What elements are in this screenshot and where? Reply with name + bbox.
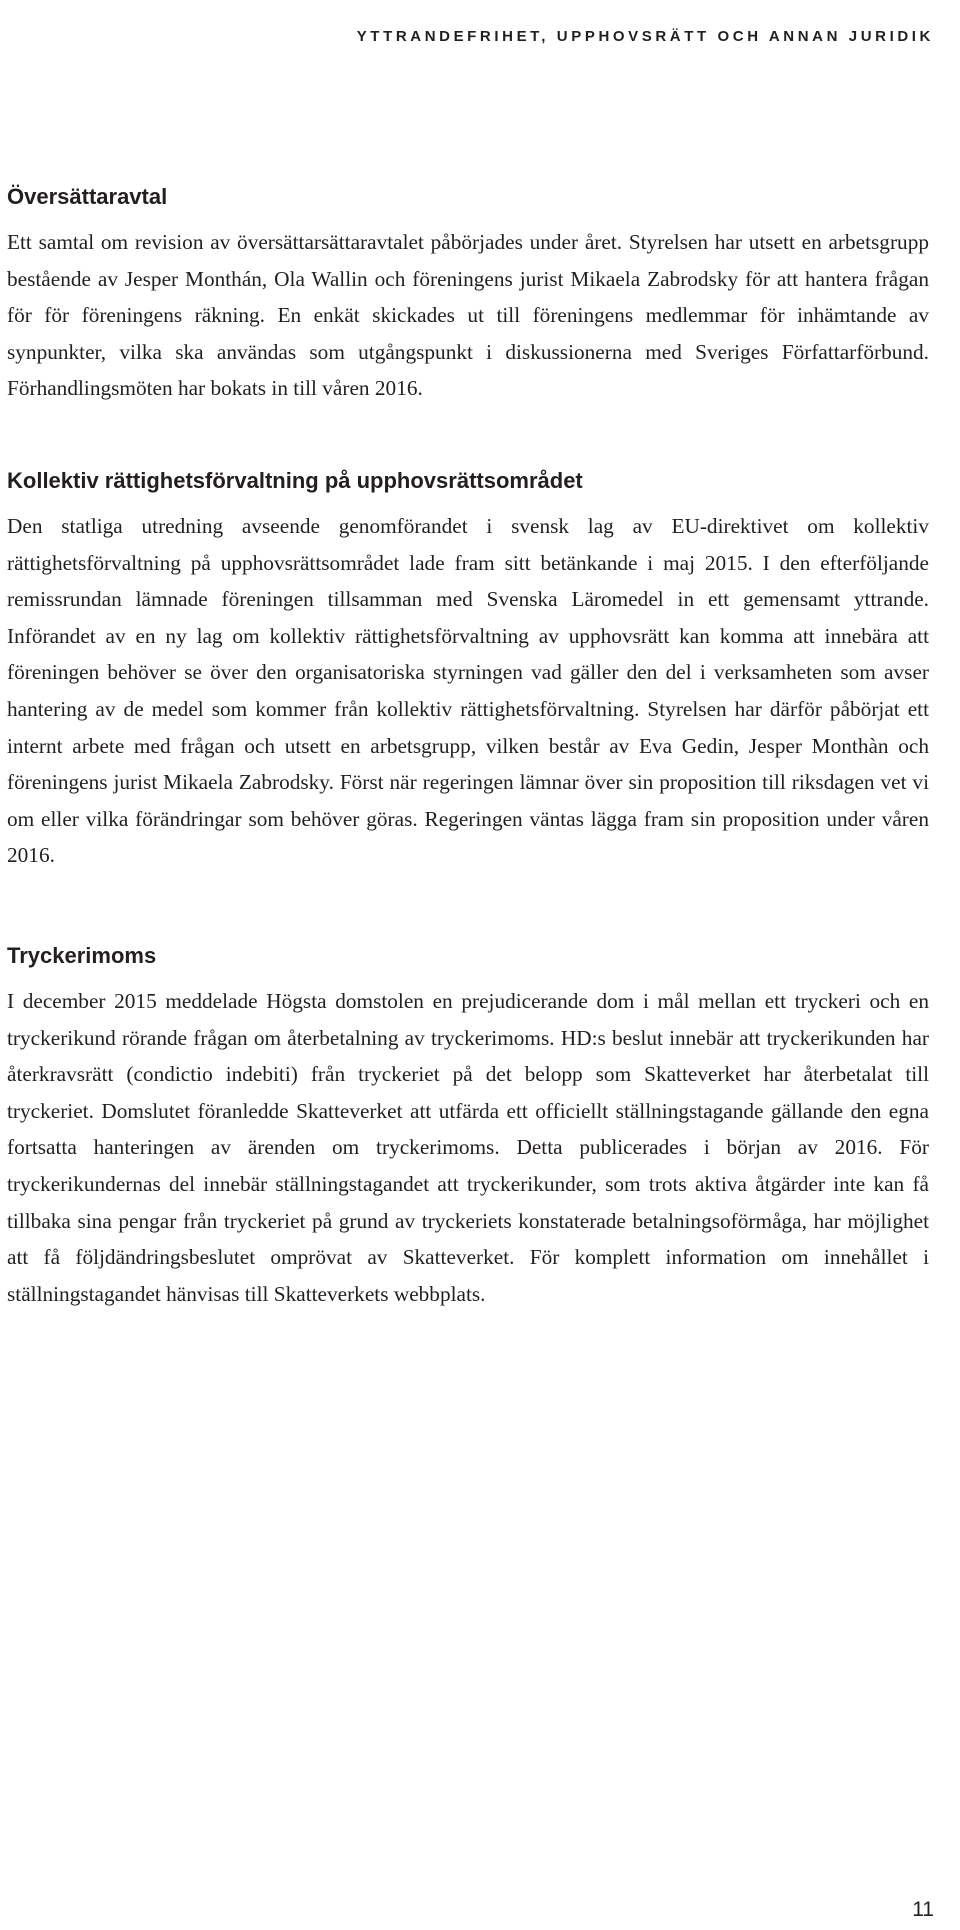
- section-paragraph: I december 2015 meddelade Högsta domstolen en prejudicerande dom i mål mellan ett tryckeri och en tryckerikund rörande frågan om återbetalning av tryckerimoms. HD:s beslut innebär att tryckerikunden har återkravsrätt (condictio indebiti) från tryckeriet på det belopp som Skatteverket har återbetalat till tryckeriet. Domslutet föranledde Skatteverket att utfärda ett officiellt ställningstagande gällande den egna fortsatta hanteringen av ärenden om tryckerimoms. Detta publicerades i början av 2016. För tryckerikundernas del innebär ställningstagandet att tryckerikunder, som trots aktiva åtgärder inte kan få tillbaka sina pengar från tryckeriet på grund av tryckeriets konstaterade betalningsoförmåga, har möjlighet att få följdändringsbeslutet omprövat av Skatteverket. För komplett information om innehållet i ställningstagandet hänvisas till Skatteverkets webbplats.: [7, 989, 929, 1306]
- section-tryckerimoms: [7, 941, 929, 1312]
- section-heading: Översättaravtal: [7, 184, 168, 209]
- section-heading: Kollektiv rättighetsförvaltning på upphovsrättsområdet: [7, 468, 583, 493]
- section-heading: Tryckerimoms: [7, 943, 157, 968]
- section-paragraph: Ett samtal om revision av översättarsättaravtalet påbörjades under året. Styrelsen har utsett en arbetsgrupp bestående av Jesper Monthán, Ola Wallin och föreningens jurist Mikaela Zabrodsky för att hantera frågan för för föreningens räkning. En enkät skickades ut till föreningens medlemmar för inhämtande av synpunkter, vilka ska användas som utgångspunkt i diskussionerna med Sveriges Författarförbund. Förhandlingsmöten har bokats in till våren 2016.: [7, 230, 929, 401]
- running-header: YTTRANDEFRIHET, UPPHOVSRÄTT OCH ANNAN JURIDIK: [356, 28, 934, 45]
- section-oversattaravtal: [7, 182, 929, 407]
- section-kollektiv-rattighetsforvaltning: [7, 466, 929, 874]
- page-number: 11: [912, 1898, 934, 1921]
- section-paragraph: Den statliga utredning avseende genomförandet i svensk lag av EU-direktivet om kollektiv rättighetsförvaltning på upphovsrättsområdet lade fram sitt betänkande i maj 2015. I den efterföljande remissrundan lämnade föreningen tillsamman med Svenska Läromedel in ett gemensamt yttrande. Införandet av en ny lag om kollektiv rättighetsförvaltning av upphovsrätt kan komma att innebära att föreningen behöver se över den organisatoriska styrningen vad gäller den del i verksamheten som avser hantering av de medel som kommer från kollektiv rättighetsförvaltning. Styrelsen har därför påbörjat ett internt arbete med frågan och utsett en arbetsgrupp, vilken består av Eva Gedin, Jesper Monthàn och föreningens jurist Mikaela Zabrodsky. Först när regeringen lämnar över sin proposition till riksdagen vet vi om eller vilka förändringar som behöver göras. Regeringen väntas lägga fram sin proposition under våren 2016.: [7, 514, 929, 868]
